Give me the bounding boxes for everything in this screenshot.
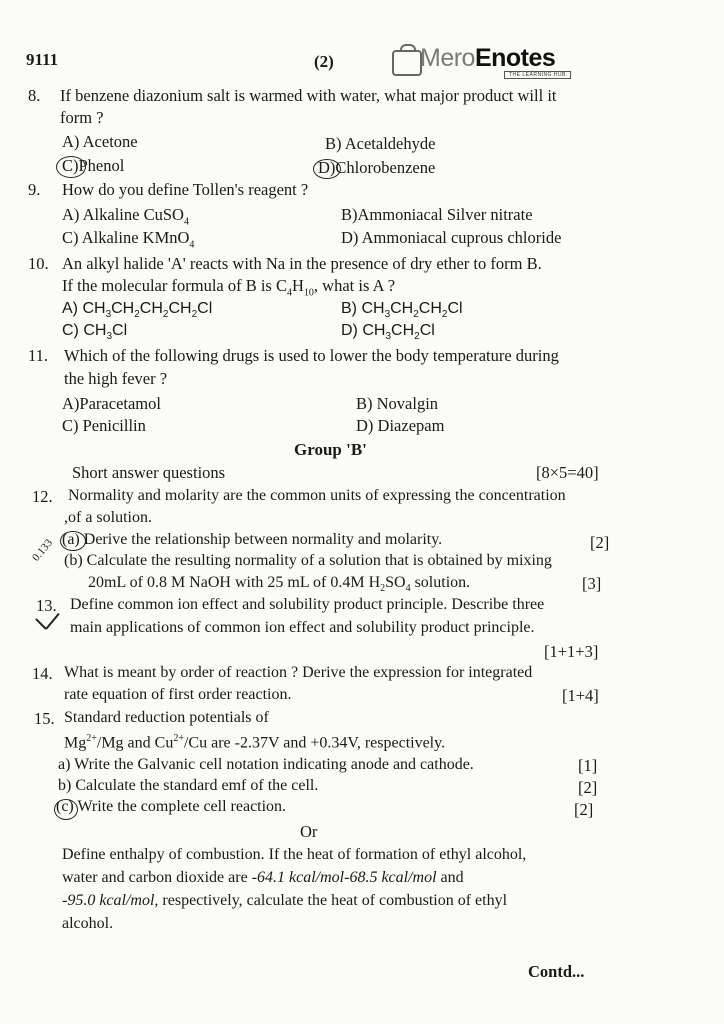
q9-line-1: How do you define Tollen's reagent ? bbox=[62, 180, 309, 199]
q8-line-1: If benzene diazonium salt is warmed with water, what major product will it bbox=[60, 86, 557, 105]
group-marks: [8×5=40] bbox=[536, 463, 599, 482]
q11-option-a: A)Paracetamol bbox=[62, 394, 161, 413]
q10-option-b: B) $CH_3CH_2CH_2Cl$ bbox=[341, 300, 463, 321]
q15-part-c-marks: [2] bbox=[574, 800, 594, 819]
q10-line-2: If the molecular formula of B is $C_4H_{10}$, what is A ? bbox=[62, 276, 396, 299]
group-subtitle: Short answer questions bbox=[72, 463, 226, 482]
pen-circle-mark bbox=[54, 799, 78, 820]
q12-line-1: Normality and molarity are the common units of expressing the concentration bbox=[68, 487, 566, 504]
q15-alt-line-3: -95.0 kcal/mol, respectively, calculate the heat of combustion of ethyl bbox=[62, 892, 508, 909]
logo-tagline: THE LEARNING HUB bbox=[504, 71, 571, 79]
q15-line-1: Standard reduction potentials of bbox=[64, 709, 269, 726]
q10-option-c: C) $CH_3Cl$ bbox=[62, 322, 128, 343]
q10-option-d: D) $CH_3CH_2Cl$ bbox=[341, 322, 435, 343]
q11-line-1: Which of the following drugs is used to lower the body temperature during bbox=[64, 346, 559, 365]
q15-line-2: $Mg^{2+}/Mg$ and $Cu^{2+}/Cu$ are -2.37V and +0.34V, respectively. bbox=[64, 733, 446, 752]
pen-circle-mark bbox=[60, 531, 86, 551]
q11-line-2: the high fever ? bbox=[64, 369, 168, 388]
q14-marks: [1+4] bbox=[562, 686, 599, 705]
q13-marks: [1+1+3] bbox=[544, 642, 599, 661]
q15-part-c: (c) Write the complete cell reaction. bbox=[56, 798, 287, 815]
q15-alt-line-1: Define enthalpy of combustion. If the heat of formation of ethyl alcohol, bbox=[62, 846, 527, 863]
q15-part-b-marks: [2] bbox=[578, 778, 598, 797]
q12-part-b-line-1: (b) Calculate the resulting normality of a solution that is obtained by mixing bbox=[64, 552, 552, 569]
q15-part-b: b) Calculate the standard emf of the cell. bbox=[58, 777, 319, 794]
handwritten-margin-note: 0.133 bbox=[30, 537, 56, 564]
continued-label: Contd... bbox=[528, 962, 585, 981]
q12-part-a-marks: [2] bbox=[590, 533, 610, 552]
q8-option-b: B) Acetaldehyde bbox=[325, 134, 436, 153]
or-separator: Or bbox=[300, 822, 318, 841]
logo-main: Mero bbox=[420, 44, 475, 72]
pen-circle-mark bbox=[313, 159, 341, 179]
q8-option-d: D)Chlorobenzene bbox=[318, 158, 436, 177]
q15-part-a-marks: [1] bbox=[578, 756, 598, 775]
q13-number: 13. bbox=[36, 596, 57, 615]
q15-alt-line-2: water and carbon dioxide are -64.1 kcal/mol-68.5 kcal/mol and bbox=[62, 869, 464, 886]
q11-option-d: D) Diazepam bbox=[356, 416, 445, 435]
group-title: Group 'B' bbox=[294, 440, 367, 459]
q15-alt-line-4: alcohol. bbox=[62, 915, 114, 932]
q14-line-1: What is meant by order of reaction ? Derive the expression for integrated bbox=[64, 664, 533, 681]
q13-line-1: Define common ion effect and solubility product principle. Describe three bbox=[70, 596, 545, 613]
q10-option-a: A) $CH_3CH_2CH_2CH_2Cl$ bbox=[62, 300, 213, 321]
q14-number: 14. bbox=[32, 664, 53, 683]
q12-number: 12. bbox=[32, 487, 53, 506]
q10-number: 10. bbox=[28, 254, 49, 273]
q11-option-b: B) Novalgin bbox=[356, 394, 439, 413]
q12-part-a: (a) Derive the relationship between normality and molarity. bbox=[62, 531, 443, 548]
q9-option-c: C) Alkaline KMnO$_4$ bbox=[62, 228, 195, 251]
q12-part-b-line-2: 20mL of 0.8 M NaOH with 25 mL of 0.4M $H_2SO_4$ solution. bbox=[88, 574, 471, 595]
q10-line-1: An alkyl halide 'A' reacts with Na in the presence of dry ether to form B. bbox=[62, 254, 542, 273]
paper-code: 9111 bbox=[26, 50, 59, 69]
q8-number: 8. bbox=[28, 86, 41, 105]
q9-number: 9. bbox=[28, 180, 41, 199]
q15-part-a: a) Write the Galvanic cell notation indicating anode and cathode. bbox=[58, 756, 474, 773]
q12-line-2: ,of a solution. bbox=[64, 509, 152, 526]
q15-number: 15. bbox=[34, 709, 55, 728]
q8-option-c: C)Phenol bbox=[62, 156, 125, 175]
q14-line-2: rate equation of first order reaction. bbox=[64, 686, 292, 703]
q13-line-2: main applications of common ion effect and solubility product principle. bbox=[70, 619, 535, 636]
pen-circle-mark bbox=[56, 156, 86, 178]
q9-option-a: A) Alkaline CuSO$_4$ bbox=[62, 205, 189, 228]
q9-option-b: B)Ammoniacal Silver nitrate bbox=[341, 205, 533, 224]
graduation-cap-icon bbox=[392, 50, 422, 76]
q8-line-2: form ? bbox=[60, 108, 104, 127]
q12-part-b-marks: [3] bbox=[582, 574, 602, 593]
q8-option-a: A) Acetone bbox=[62, 132, 138, 151]
page-number: (2) bbox=[314, 52, 334, 71]
q11-option-c: C) Penicillin bbox=[62, 416, 146, 435]
logo-accent: Enotes bbox=[474, 44, 556, 72]
q11-number: 11. bbox=[28, 346, 49, 365]
q9-option-d: D) Ammoniacal cuprous chloride bbox=[341, 228, 562, 247]
